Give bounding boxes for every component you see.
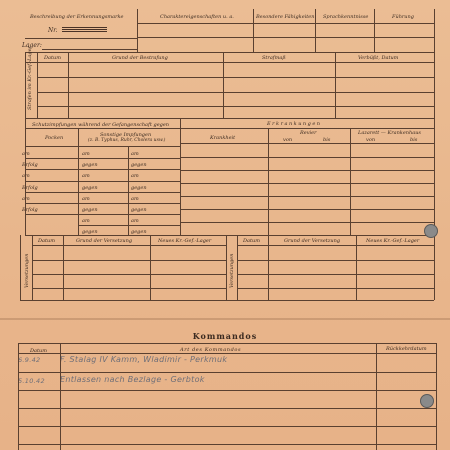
rule <box>237 235 238 300</box>
cell-am: am <box>131 173 139 179</box>
label-kommando-date: Datum <box>30 348 47 354</box>
rule <box>25 214 180 215</box>
rule <box>18 353 436 354</box>
rule <box>63 235 64 300</box>
row-label-am: am <box>22 196 30 202</box>
rule <box>25 181 180 182</box>
illnesses-header: Erkrankungen <box>267 121 322 127</box>
rule <box>25 192 180 193</box>
label-infirmary-from: von <box>283 137 293 143</box>
label-other-vacc-sub: (z. B. Typhus, Ruhr, Cholera usw.) <box>88 138 166 143</box>
row-label-am: am <box>22 173 30 179</box>
label-infirmary-to: bis <box>323 137 331 143</box>
rule <box>32 288 226 289</box>
cell-gegen: gegen <box>82 185 98 191</box>
kommando-entry-1-text: F. Stalag IV Kamm, Wladimir - Perkmuk <box>60 355 228 364</box>
rule <box>335 52 336 118</box>
rule <box>32 245 226 246</box>
rule <box>137 23 434 24</box>
rule <box>434 9 435 118</box>
label-transfer-camp-left: Neues Kr.-Gef.-Lager <box>158 238 212 244</box>
label-transfer-reason-right: Grund der Versetzung <box>284 238 341 244</box>
rule <box>18 390 436 391</box>
rule <box>226 235 227 300</box>
label-kommando-return: Rückkehrdatum <box>386 346 427 352</box>
cell-am: am <box>82 151 90 157</box>
rule <box>20 235 21 300</box>
punch-hole <box>420 394 434 408</box>
rule <box>25 158 180 159</box>
row-label-erfolg: Erfolg <box>22 185 38 191</box>
cell-gegen: gegen <box>131 207 147 213</box>
kommando-entry-2-text: Entlassen nach Bezlage - Gerbtok <box>60 375 205 384</box>
rule <box>356 235 357 300</box>
label-transfer-date-left: Datum <box>38 238 55 244</box>
rule <box>37 77 434 78</box>
rule <box>25 146 180 147</box>
tag-number-mark <box>62 27 107 33</box>
label-penalty-measure: Strafmaß <box>262 55 286 61</box>
label-other-vacc: Sonstige Impfungen <box>100 132 152 138</box>
cell-am: am <box>131 151 139 157</box>
label-infirmary: Revier <box>300 130 317 136</box>
rule <box>25 38 137 39</box>
rule <box>37 92 434 93</box>
rule <box>18 343 436 344</box>
rule <box>32 274 226 275</box>
rule <box>137 9 138 52</box>
label-kommando-type: Art des Kommandos <box>180 347 242 353</box>
punch-hole <box>424 224 438 238</box>
rule <box>32 260 226 261</box>
label-tag-description: Beschreibung der Erkennungsmarke <box>30 14 124 20</box>
rule <box>60 343 61 450</box>
rule <box>25 235 434 236</box>
rule <box>180 222 434 223</box>
row-label-erfolg: Erfolg <box>22 207 38 213</box>
rule <box>376 343 377 450</box>
label-languages: Sprachkenntnisse <box>323 14 369 20</box>
cell-gegen: gegen <box>82 207 98 213</box>
rule <box>180 170 434 171</box>
rule <box>315 9 316 52</box>
rule <box>150 235 151 300</box>
penalties-side-label: Strafen im Kr.-Gef.-Lager <box>27 46 33 110</box>
rule <box>350 128 351 235</box>
label-conduct: Führung <box>392 14 414 20</box>
rule <box>32 235 33 300</box>
rule <box>128 146 129 235</box>
label-penalty-served: Verbüßt, Datum <box>358 55 399 61</box>
rule <box>180 143 434 144</box>
rule <box>37 106 434 107</box>
label-transfer-camp-right: Neues Kr.-Gef.-Lager <box>366 238 420 244</box>
rule <box>223 52 224 118</box>
cell-gegen: gegen <box>82 162 98 168</box>
rule <box>42 49 137 50</box>
rule <box>268 128 269 235</box>
rule <box>180 209 434 210</box>
rule <box>18 408 436 409</box>
cell-am: am <box>131 218 139 224</box>
label-camp: Lager: <box>22 42 42 49</box>
rule <box>374 9 375 52</box>
label-nr: Nr. <box>48 27 58 34</box>
cell-gegen: gegen <box>131 229 147 235</box>
rule <box>237 245 434 246</box>
label-transfer-reason-left: Grund der Versetzung <box>76 238 133 244</box>
rule <box>434 118 435 235</box>
rule <box>68 52 69 118</box>
rule <box>180 128 434 129</box>
rule <box>180 183 434 184</box>
rule <box>25 52 26 118</box>
kommandos-title: Kommandos <box>192 331 258 341</box>
label-penalty-reason: Grund der Bestrafung <box>112 55 168 61</box>
rule <box>25 169 180 170</box>
rule <box>253 9 254 52</box>
rule <box>25 118 434 119</box>
rule <box>37 52 38 118</box>
rule <box>25 52 434 53</box>
rule <box>18 343 19 450</box>
rule <box>18 444 436 445</box>
rule <box>180 157 434 158</box>
label-hospital-to: bis <box>410 137 418 143</box>
rule <box>268 235 269 300</box>
label-hospital: Lazarett — Krankenhaus <box>358 130 421 136</box>
cell-am: am <box>82 218 90 224</box>
rule <box>180 118 181 235</box>
cell-gegen: gegen <box>131 162 147 168</box>
transfers-side-label-left: Versetzungen <box>24 253 30 288</box>
rule <box>78 225 180 226</box>
kommando-entry-2-date: 5.10.42 <box>18 377 45 385</box>
rule <box>78 128 79 235</box>
row-label-am: am <box>22 151 30 157</box>
cell-am: am <box>82 173 90 179</box>
rule <box>18 426 436 427</box>
cell-gegen: gegen <box>131 185 147 191</box>
kommando-entry-1-date: 6.9.42 <box>18 356 41 364</box>
transfers-side-label-right: Versetzungen <box>229 253 235 288</box>
rule <box>25 118 26 235</box>
cell-am: am <box>131 196 139 202</box>
rule <box>180 196 434 197</box>
vaccinations-header: Schutzimpfungen während der Gefangenschaft gegen <box>32 122 170 128</box>
label-character: Charaktereigenschaften u. a. <box>160 14 234 20</box>
rule <box>137 37 434 38</box>
cell-am: am <box>82 196 90 202</box>
label-abilities: Besondere Fähigkeiten <box>256 14 315 20</box>
rule <box>25 62 434 63</box>
label-penalty-date: Datum <box>44 55 61 61</box>
label-transfer-date-right: Datum <box>243 238 260 244</box>
rule <box>237 274 434 275</box>
rule <box>237 260 434 261</box>
rule <box>18 372 436 373</box>
rule <box>25 128 180 129</box>
rule <box>237 288 434 289</box>
rule <box>25 203 180 204</box>
card-fold <box>0 318 450 320</box>
rule <box>436 343 437 450</box>
rule <box>20 300 434 301</box>
cell-gegen: gegen <box>82 229 98 235</box>
label-hospital-from: von <box>366 137 376 143</box>
row-label-erfolg: Erfolg <box>22 162 38 168</box>
rule <box>434 235 435 300</box>
label-illness: Krankheit <box>210 135 236 141</box>
label-pox: Pocken <box>45 135 64 141</box>
